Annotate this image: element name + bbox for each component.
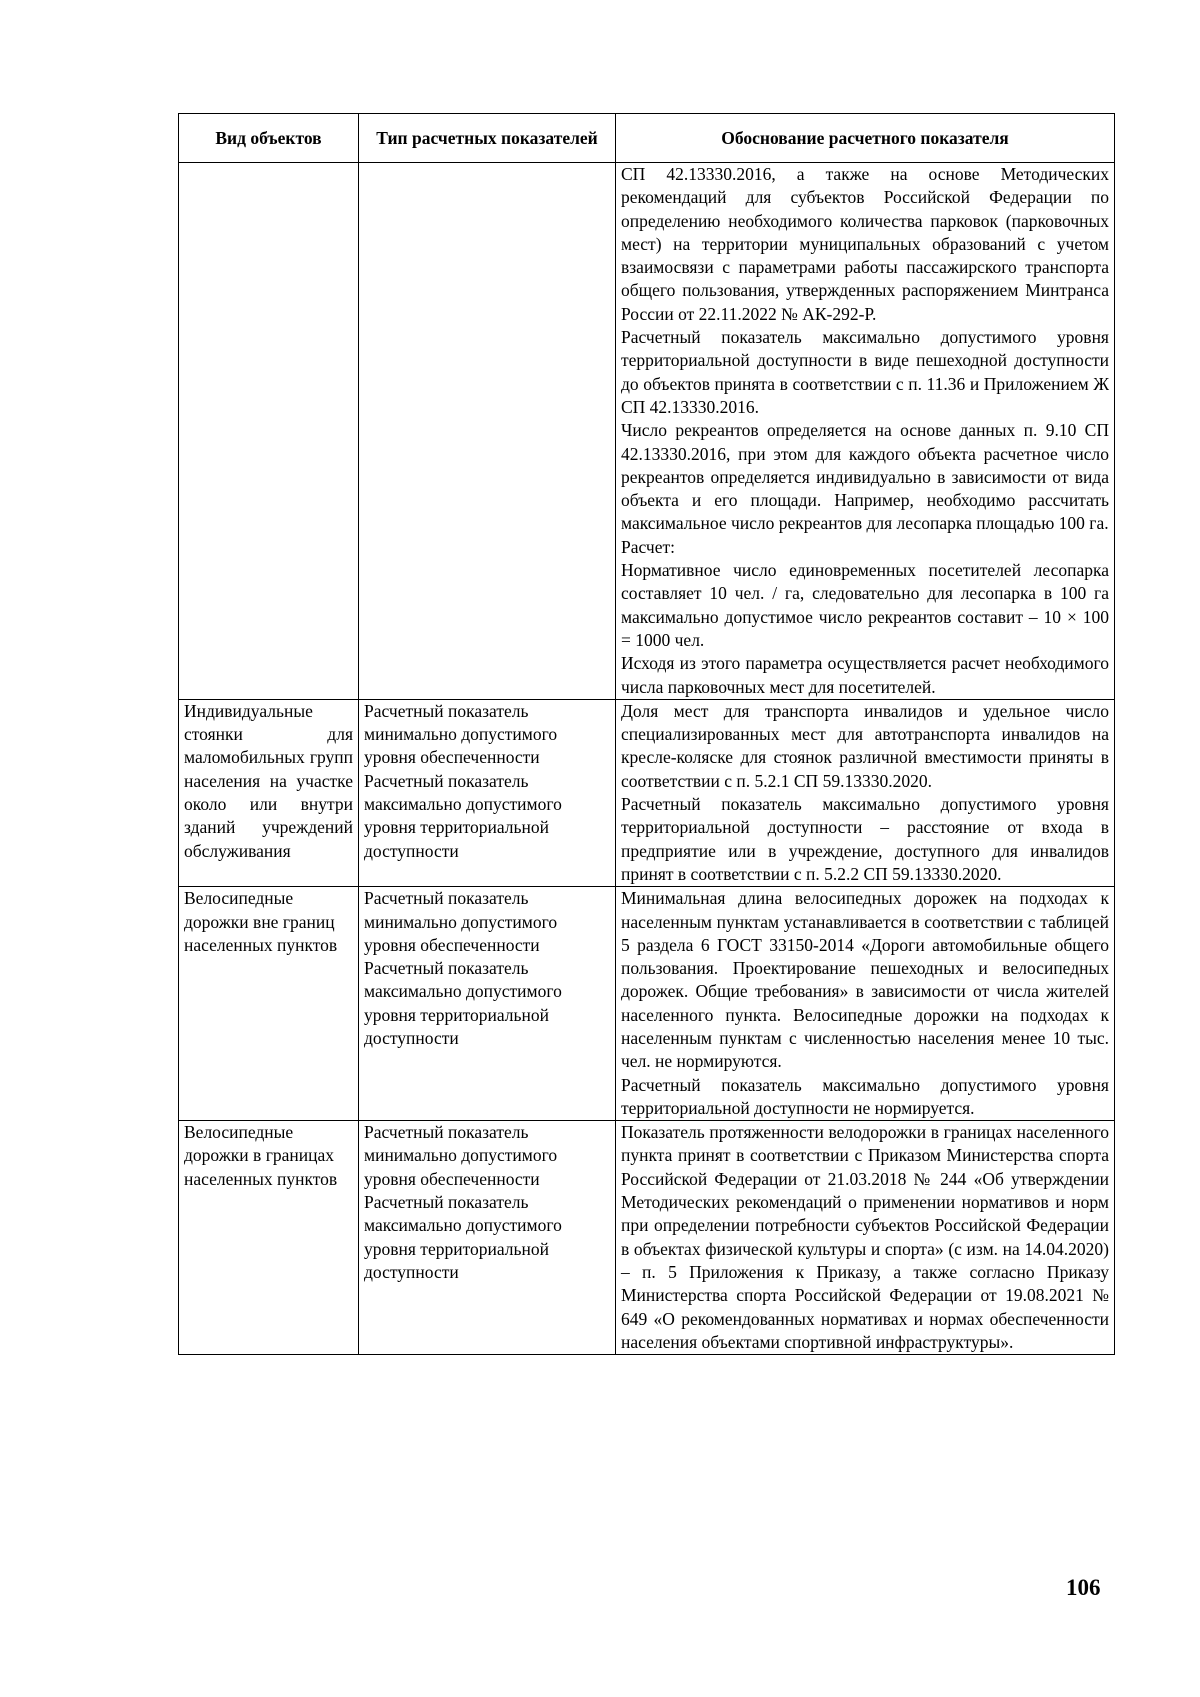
justification-cell [616,699,1115,886]
justification-paragraph: Доля мест для транспорта инвалидов и удельное число специализированных мест для автотранспорта инвалидов на кресле-коляске для стоянок различной вместимости приняты в соответствии с п. 5.2.1 СП 59.13330.2020. [621,700,1109,791]
table-row [179,1121,1115,1355]
justification-paragraph: Нормативное число единовременных посетителей лесопарка составляет 10 чел. / га, следовательно для лесопарка в 100 га максимально допустимое число рекреантов составит – 10 × 100 = 1000 чел. [621,560,1109,650]
justification-paragraph: Расчетный показатель максимально допустимого уровня территориальной доступности не нормируется. [621,1074,1109,1118]
indicator-item: Расчетный показатель минимально допустимого уровня обеспеченности [364,700,558,768]
object-cell: Индивидуальные стоянки для маломобильных групп населения на участке около или внутри зданий учреждений обслуживания [179,699,359,886]
header-indicator-type: Тип расчетных показателей [359,114,616,163]
object-cell [179,163,359,700]
indicator-item: Расчетный показатель минимально допустимого уровня обеспеченности [364,1122,558,1189]
justification-cell [616,1121,1115,1355]
indicator-cell [359,699,616,886]
justification-paragraph: Исходя из этого параметра осуществляется расчет необходимого числа парковочных мест для посетителей. [621,653,1109,697]
header-object-type: Вид объектов [179,114,359,163]
justification-paragraph: Число рекреантов определяется на основе данных п. 9.10 СП 42.13330.2016, при этом для каждого объекта расчетное число рекреантов определяется индивидуально в зависимости от вида объекта и его площади. Например, необходимо рассчитать максимальное число рекреантов для лесопарка площадью 100 га. [621,420,1109,534]
object-cell: Велосипедные дорожки в границах населенных пунктов [179,1121,359,1355]
indicator-item: Расчетный показатель максимально допустимого уровня территориальной доступности [364,1192,562,1282]
justification-paragraph: Расчет: [621,536,675,557]
table-row [179,887,1115,1121]
header-justification: Обоснование расчетного показателя [616,114,1115,163]
table-row [179,163,1115,700]
justification-paragraph: Расчетный показатель максимально допустимого уровня территориальной доступности – расстояние от входа в предприятие или в учреждение, доступного для инвалидов принят в соответствии с п. 5.2.2 СП 59.13330.2020. [621,794,1109,884]
norms-table [178,113,1115,1355]
justification-cell [616,887,1115,1121]
indicator-cell [359,1121,616,1355]
justification-paragraph: Расчетный показатель максимально допустимого уровня территориальной доступности в виде пешеходной доступности до объектов принята в соответствии с п. 11.36 и Приложением Ж СП 42.13330.2016. [621,327,1109,417]
justification-cell [616,163,1115,700]
justification-paragraph: Показатель протяженности велодорожки в границах населенного пункта принят в соответствии с Приказом Министерства спорта Российской Федерации от 21.03.2018 № 244 «Об утверждении Методических рекомендаций о применении нормативов и норм при определении потребности субъектов Российской Федерации в объектах физической культуры и спорта» (с изм. на 14.04.2020) – п. 5 Приложения к Приказу, а также согласно Приказу Министерства спорта Российской Федерации от 19.08.2021 № 649 «О рекомендованных нормативах и нормах обеспеченности населения объектами спортивной инфраструктуры». [621,1122,1109,1352]
indicator-item: Расчетный показатель минимально допустимого уровня обеспеченности [364,888,558,955]
justification-paragraph: Минимальная длина велосипедных дорожек на подходах к населенным пунктам устанавливается в соответствии с таблицей 5 раздела 6 ГОСТ 33150-2014 «Дороги автомобильные общего пользования. Проектирование пешеходных и велосипедных дорожек. Общие требования» в зависимости от числа жителей населенного пункта. Велосипедные дорожки на подходах к населенным пунктам с численностью населения менее 10 тыс. чел. не нормируются. [621,888,1109,1072]
page-number: 106 [1066,1575,1101,1600]
indicator-item: Расчетный показатель максимально допустимого уровня территориальной доступности [364,770,562,861]
justification-paragraph: СП 42.13330.2016, а также на основе Методических рекомендаций для субъектов Российской Федерации по определению необходимого количества парковок (парковочных мест) на территории муниципальных образований с учетом взаимосвязи с параметрами работы пассажирского транспорта общего пользования, утвержденных распоряжением Минтранса России от 22.11.2022 № АК-292-Р. [621,164,1109,324]
indicator-item: Расчетный показатель максимально допустимого уровня территориальной доступности [364,958,562,1048]
table-row [179,699,1115,886]
table-header-row [179,114,1115,163]
indicator-cell [359,163,616,700]
indicator-cell [359,887,616,1121]
object-cell: Велосипедные дорожки вне границ населенных пунктов [179,887,359,1121]
